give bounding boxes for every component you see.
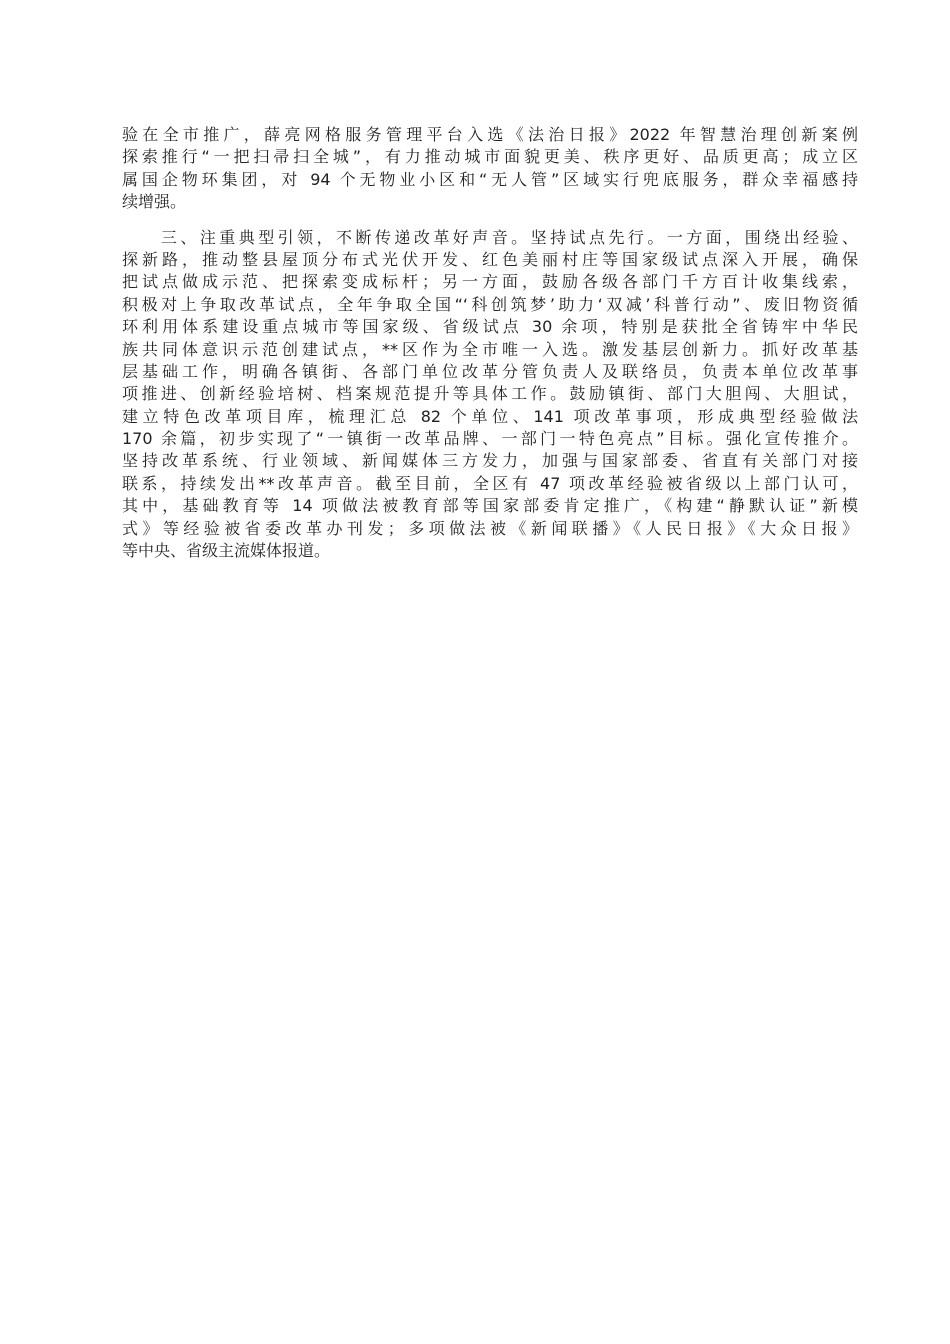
text-line: 族共同体意识示范创建试点，**区作为全市唯一入选。激发基层创新力。抓好改革基	[122, 339, 858, 359]
text-line: 探索推行“一把扫帚扫全城”，有力推动城市面貌更美、秩序更好、品质更高；成立区	[122, 147, 858, 167]
document-body	[122, 124, 858, 562]
text-line: 坚持改革系统、行业领域、新闻媒体三方发力，加强与国家部委、省直有关部门对接	[122, 451, 858, 471]
text-line: 式》等经验被省委改革办刊发；多项做法被《新闻联播》《人民日报》《大众日报》	[122, 518, 858, 538]
text-line: 三、注重典型引领，不断传递改革好声音。坚持试点先行。一方面，围绕出经验、	[122, 227, 858, 247]
text-line: 项推进、创新经验培树、档案规范提升等具体工作。鼓励镇街、部门大胆闯、大胆试，	[122, 384, 858, 404]
text-line: 环利用体系建设重点城市等国家级、省级试点 30 余项，特别是获批全省铸牢中华民	[122, 317, 858, 337]
text-line: 170 余篇，初步实现了“一镇街一改革品牌、一部门一特色亮点”目标。强化宣传推介。	[122, 429, 858, 449]
text-line: 把试点做成示范、把探索变成标杆；另一方面，鼓励各级各部门千方百计收集线索，	[122, 272, 858, 292]
text-line: 属国企物环集团，对 94 个无物业小区和“无人管”区域实行兜底服务，群众幸福感持	[122, 169, 858, 189]
paragraph-1	[122, 124, 858, 214]
paragraph-2	[122, 227, 858, 563]
text-line: 续增强。	[122, 192, 187, 212]
text-line: 积极对上争取改革试点，全年争取全国“‘科创筑梦’助力‘双减’科普行动”、废旧物资循	[122, 294, 858, 314]
text-line: 其中，基础教育等 14 项做法被教育部等国家部委肯定推广，《构建“静默认证”新模	[122, 496, 858, 516]
text-line: 联系，持续发出**改革声音。截至目前，全区有 47 项改革经验被省级以上部门认可，	[122, 473, 858, 493]
text-line: 验在全市推广，薛亮网格服务管理平台入选《法治日报》2022 年智慧治理创新案例	[122, 125, 858, 144]
text-line: 建立特色改革项目库，梳理汇总 82 个单位、141 项改革事项，形成典型经验做法	[122, 406, 858, 426]
paragraph-spacer	[122, 214, 858, 227]
text-line: 探新路，推动整县屋顶分布式光伏开发、红色美丽村庄等国家级试点深入开展，确保	[122, 249, 858, 269]
text-line: 等中央、省级主流媒体报道。	[122, 541, 331, 561]
text-line: 层基础工作，明确各镇街、各部门单位改革分管负责人及联络员，负责本单位改革事	[122, 361, 858, 381]
